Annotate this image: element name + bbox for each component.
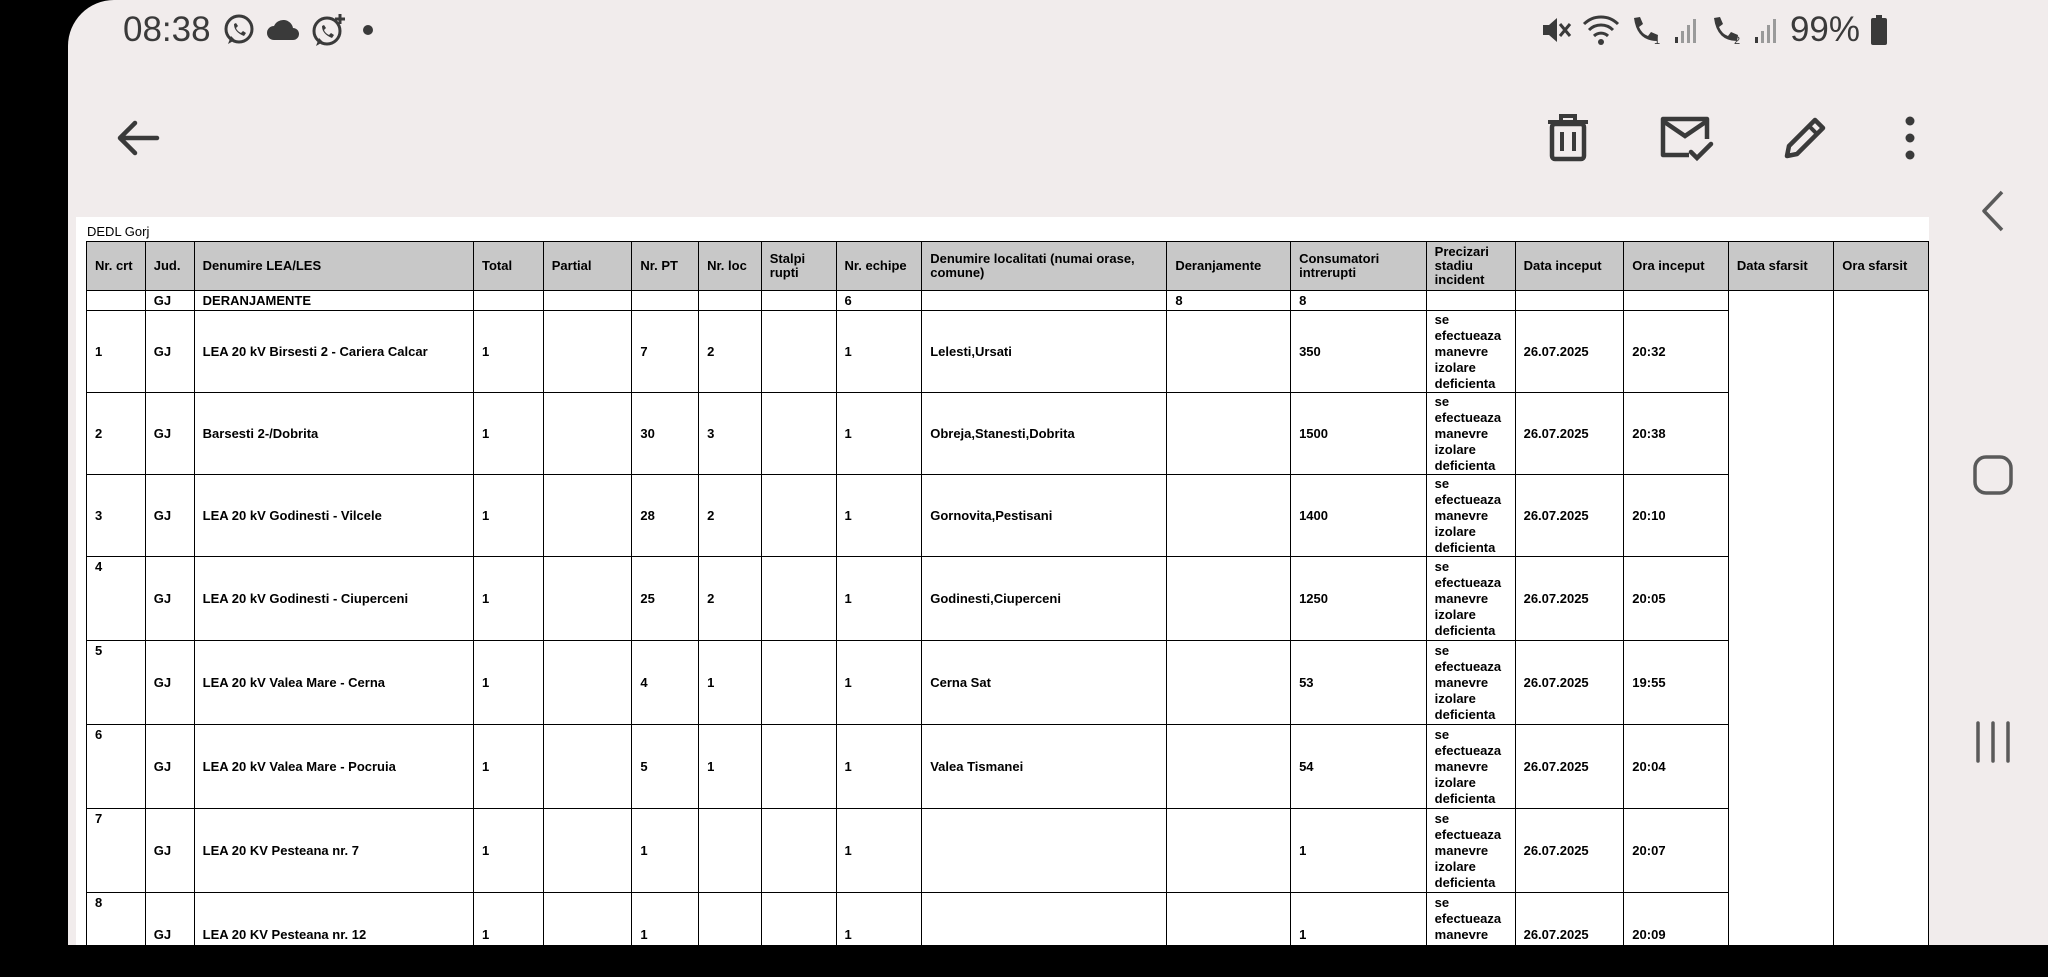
- cell-loc: 1: [699, 725, 762, 809]
- cell-stalpi: [761, 393, 836, 475]
- col-header-deranjamente: Deranjamente: [1167, 242, 1291, 291]
- cell-echipe: 1: [836, 725, 922, 809]
- cell-ora-inceput: 20:04: [1624, 725, 1729, 809]
- nav-back-icon: [1978, 189, 2008, 233]
- mute-icon: [1540, 14, 1572, 46]
- svg-text:2: 2: [1733, 35, 1741, 47]
- document-viewer[interactable]: [76, 217, 1929, 974]
- cell-consumatori: 350: [1291, 311, 1427, 393]
- cell-pt: 5: [632, 725, 699, 809]
- cell-deranjamente: [1167, 725, 1291, 809]
- cell-lea: LEA 20 kV Valea Mare - Pocruia: [194, 725, 473, 809]
- signal-icon: [1674, 15, 1700, 45]
- cell-nr: 1: [87, 311, 146, 393]
- col-header-nr-loc: Nr. loc: [699, 242, 762, 291]
- mark-read-mail-icon: [1659, 115, 1713, 161]
- cell-loc: 3: [699, 393, 762, 475]
- col-header-stalpi-rupti: Stalpi rupti: [761, 242, 836, 291]
- cell-localitati: Lelesti,Ursati: [922, 311, 1167, 393]
- cell-pt: 25: [632, 557, 699, 641]
- cell-partial: [543, 475, 632, 557]
- cell-deranjamente: [1167, 475, 1291, 557]
- cell-ora-inceput: 20:09: [1624, 893, 1729, 977]
- cell-jud: GJ: [145, 725, 194, 809]
- cell-stalpi: [761, 311, 836, 393]
- cell-partial: [543, 809, 632, 893]
- cell-data-inceput: 26.07.2025: [1515, 557, 1624, 641]
- wifi-icon: [1582, 14, 1620, 46]
- cell-consumatori: 1: [1291, 893, 1427, 977]
- svg-text:1: 1: [1653, 35, 1661, 47]
- cell-consumatori: 53: [1291, 641, 1427, 725]
- whatsapp-business-icon: [310, 12, 348, 48]
- cell-total: 1: [474, 809, 544, 893]
- cell-loc: 2: [699, 475, 762, 557]
- cell-total: 1: [474, 311, 544, 393]
- cloud-icon: [266, 16, 300, 44]
- summary-cell: GJ: [145, 291, 194, 311]
- cell-echipe: 1: [836, 641, 922, 725]
- table-row: [87, 475, 1929, 557]
- cell-ora-inceput: 20:10: [1624, 475, 1729, 557]
- cell-deranjamente: [1167, 393, 1291, 475]
- status-time: 08:38: [123, 10, 211, 49]
- nav-recents-button[interactable]: [1958, 707, 2028, 777]
- cell-pt: 30: [632, 393, 699, 475]
- cell-stalpi: [761, 725, 836, 809]
- table-row: [87, 641, 1929, 725]
- nav-back-button[interactable]: [1958, 176, 2028, 246]
- cell-partial: [543, 893, 632, 977]
- cell-stadiu: se efectueaza manevre izolare deficienta: [1426, 809, 1515, 893]
- summary-cell: [1515, 291, 1624, 311]
- cell-pt: 1: [632, 809, 699, 893]
- cell-total: 1: [474, 641, 544, 725]
- signal-icon: [1754, 15, 1780, 45]
- back-button[interactable]: [103, 103, 173, 173]
- cell-partial: [543, 725, 632, 809]
- col-header-denumire-lea: Denumire LEA/LES: [194, 242, 473, 291]
- cell-lea: LEA 20 KV Pesteana nr. 12: [194, 893, 473, 977]
- cell-jud: GJ: [145, 393, 194, 475]
- cell-deranjamente: [1167, 557, 1291, 641]
- cell-partial: [543, 641, 632, 725]
- cell-partial: [543, 557, 632, 641]
- cell-echipe: 1: [836, 475, 922, 557]
- cell-consumatori: 54: [1291, 725, 1427, 809]
- cell-total: 1: [474, 893, 544, 977]
- col-header-total: Total: [474, 242, 544, 291]
- cell-stadiu: se efectueaza manevre izolare deficienta: [1426, 893, 1515, 977]
- cell-jud: GJ: [145, 641, 194, 725]
- cell-data-inceput: 26.07.2025: [1515, 311, 1624, 393]
- col-header-precizari-stadiu: Precizari stadiu incident: [1426, 242, 1515, 291]
- incidents-table: [86, 241, 1929, 977]
- cell-data-inceput: 26.07.2025: [1515, 641, 1624, 725]
- col-header-consumatori-intrerupti: Consumatori intrerupti: [1291, 242, 1427, 291]
- cell-loc: 2: [699, 557, 762, 641]
- cell-consumatori: 1500: [1291, 393, 1427, 475]
- cell-localitati: Valea Tismanei: [922, 725, 1167, 809]
- summary-cell: [761, 291, 836, 311]
- cell-ora-inceput: 20:05: [1624, 557, 1729, 641]
- more-options-button[interactable]: [1875, 103, 1945, 173]
- cell-partial: [543, 393, 632, 475]
- cell-nr: 4: [87, 557, 146, 641]
- call-sim1-icon: [1630, 14, 1664, 46]
- cell-stadiu: se efectueaza manevre izolare deficienta: [1426, 557, 1515, 641]
- cell-deranjamente: [1167, 311, 1291, 393]
- summary-cell: DERANJAMENTE: [194, 291, 473, 311]
- cell-data-inceput: 26.07.2025: [1515, 893, 1624, 977]
- status-bar: [68, 0, 2048, 60]
- table-row: [87, 809, 1929, 893]
- navigation-bar: [1938, 0, 2048, 945]
- summary-cell: [1624, 291, 1729, 311]
- table-header-row: [87, 242, 1929, 291]
- col-header-data-sfarsit: Data sfarsit: [1728, 242, 1833, 291]
- cell-deranjamente: [1167, 641, 1291, 725]
- summary-cell: 8: [1291, 291, 1427, 311]
- cell-nr: 2: [87, 393, 146, 475]
- cell-ora-inceput: 20:38: [1624, 393, 1729, 475]
- table-row: [87, 893, 1929, 977]
- dot-icon: [358, 20, 378, 40]
- cell-pt: 1: [632, 893, 699, 977]
- summary-cell: [922, 291, 1167, 311]
- summary-row: [87, 291, 1929, 311]
- col-header-denumire-localitati: Denumire localitati (numai orase, comune): [922, 242, 1167, 291]
- summary-cell: 8: [1167, 291, 1291, 311]
- cell-stalpi: [761, 475, 836, 557]
- summary-cell: [87, 291, 146, 311]
- col-header-data-inceput: Data inceput: [1515, 242, 1624, 291]
- cell-jud: GJ: [145, 557, 194, 641]
- col-header-nr-pt: Nr. PT: [632, 242, 699, 291]
- cell-jud: GJ: [145, 893, 194, 977]
- cell-total: 1: [474, 475, 544, 557]
- cell-nr: 5: [87, 641, 146, 725]
- cell-total: 1: [474, 393, 544, 475]
- cell-loc: 2: [699, 311, 762, 393]
- cell-localitati: Cerna Sat: [922, 641, 1167, 725]
- cell-partial: [543, 311, 632, 393]
- cell-localitati: [922, 893, 1167, 977]
- cell-jud: GJ: [145, 809, 194, 893]
- cell-stalpi: [761, 809, 836, 893]
- edit-pencil-icon: [1781, 114, 1829, 162]
- arrow-back-icon: [115, 115, 161, 161]
- edit-button[interactable]: [1770, 103, 1840, 173]
- cell-pt: 7: [632, 311, 699, 393]
- status-right-icons: [1540, 10, 1888, 50]
- cell-deranjamente: [1167, 809, 1291, 893]
- summary-cell: [1426, 291, 1515, 311]
- call-sim2-icon: [1710, 14, 1744, 46]
- cell-localitati: [922, 809, 1167, 893]
- cell-loc: 1: [699, 641, 762, 725]
- cell-data-inceput: 26.07.2025: [1515, 393, 1624, 475]
- cell-loc: [699, 809, 762, 893]
- cell-lea: Barsesti 2-/Dobrita: [194, 393, 473, 475]
- cell-nr: 6: [87, 725, 146, 809]
- cell-localitati: Obreja,Stanesti,Dobrita: [922, 393, 1167, 475]
- summary-cell: [474, 291, 544, 311]
- cell-stadiu: se efectueaza manevre izolare deficienta: [1426, 393, 1515, 475]
- cell-localitati: Gornovita,Pestisani: [922, 475, 1167, 557]
- col-header-ora-inceput: Ora inceput: [1624, 242, 1729, 291]
- status-left-icons: [222, 12, 378, 48]
- battery-icon: [1870, 14, 1888, 46]
- summary-cell: [543, 291, 632, 311]
- cell-echipe: 1: [836, 809, 922, 893]
- cell-consumatori: 1400: [1291, 475, 1427, 557]
- nav-home-icon: [1972, 454, 2014, 496]
- nav-home-button[interactable]: [1958, 440, 2028, 510]
- cell-localitati: Godinesti,Ciuperceni: [922, 557, 1167, 641]
- cell-stalpi: [761, 557, 836, 641]
- summary-cell: [699, 291, 762, 311]
- cell-nr: 8: [87, 893, 146, 977]
- cell-total: 1: [474, 725, 544, 809]
- whatsapp-icon: [222, 13, 256, 47]
- cell-echipe: 1: [836, 893, 922, 977]
- cell-lea: LEA 20 kV Godinesti - Ciuperceni: [194, 557, 473, 641]
- cell-jud: GJ: [145, 311, 194, 393]
- delete-button[interactable]: [1533, 103, 1603, 173]
- table-row: [87, 311, 1929, 393]
- cell-lea: LEA 20 kV Godinesti - Vilcele: [194, 475, 473, 557]
- col-header-ora-sfarsit: Ora sfarsit: [1834, 242, 1929, 291]
- ora-sfarsit-cell: [1834, 291, 1929, 977]
- cell-pt: 28: [632, 475, 699, 557]
- col-header-partial: Partial: [543, 242, 632, 291]
- cell-ora-inceput: 20:32: [1624, 311, 1729, 393]
- summary-cell: 6: [836, 291, 922, 311]
- cell-loc: [699, 893, 762, 977]
- cell-stadiu: se efectueaza manevre izolare deficienta: [1426, 475, 1515, 557]
- cell-nr: 7: [87, 809, 146, 893]
- document-title: DEDL Gorj: [87, 224, 150, 239]
- table-row: [87, 557, 1929, 641]
- mark-read-button[interactable]: [1651, 103, 1721, 173]
- cell-stadiu: se efectueaza manevre izolare deficienta: [1426, 725, 1515, 809]
- cell-jud: GJ: [145, 475, 194, 557]
- cell-consumatori: 1250: [1291, 557, 1427, 641]
- cell-data-inceput: 26.07.2025: [1515, 475, 1624, 557]
- cell-echipe: 1: [836, 393, 922, 475]
- more-vert-icon: [1903, 116, 1917, 160]
- col-header-nr-echipe: Nr. echipe: [836, 242, 922, 291]
- cell-lea: LEA 20 kV Valea Mare - Cerna: [194, 641, 473, 725]
- cell-stalpi: [761, 893, 836, 977]
- cell-stadiu: se efectueaza manevre izolare deficienta: [1426, 311, 1515, 393]
- cell-echipe: 1: [836, 557, 922, 641]
- summary-cell: [632, 291, 699, 311]
- trash-icon: [1546, 113, 1590, 163]
- cell-lea: LEA 20 kV Birsesti 2 - Cariera Calcar: [194, 311, 473, 393]
- cell-consumatori: 1: [1291, 809, 1427, 893]
- cell-lea: LEA 20 KV Pesteana nr. 7: [194, 809, 473, 893]
- cell-stadiu: se efectueaza manevre izolare deficienta: [1426, 641, 1515, 725]
- col-header-jud: Jud.: [145, 242, 194, 291]
- cell-ora-inceput: 19:55: [1624, 641, 1729, 725]
- cell-deranjamente: [1167, 893, 1291, 977]
- battery-percent: 99%: [1789, 10, 1860, 49]
- cell-data-inceput: 26.07.2025: [1515, 809, 1624, 893]
- cell-stalpi: [761, 641, 836, 725]
- cell-pt: 4: [632, 641, 699, 725]
- cell-echipe: 1: [836, 311, 922, 393]
- data-sfarsit-cell: [1728, 291, 1833, 977]
- col-header-nr-crt: Nr. crt: [87, 242, 146, 291]
- cell-ora-inceput: 20:07: [1624, 809, 1729, 893]
- nav-recents-icon: [1973, 720, 2013, 764]
- cell-nr: 3: [87, 475, 146, 557]
- phone-screen: [68, 0, 2048, 974]
- app-bar: [68, 100, 2048, 180]
- table-row: [87, 393, 1929, 475]
- cell-total: 1: [474, 557, 544, 641]
- cell-data-inceput: 26.07.2025: [1515, 725, 1624, 809]
- table-row: [87, 725, 1929, 809]
